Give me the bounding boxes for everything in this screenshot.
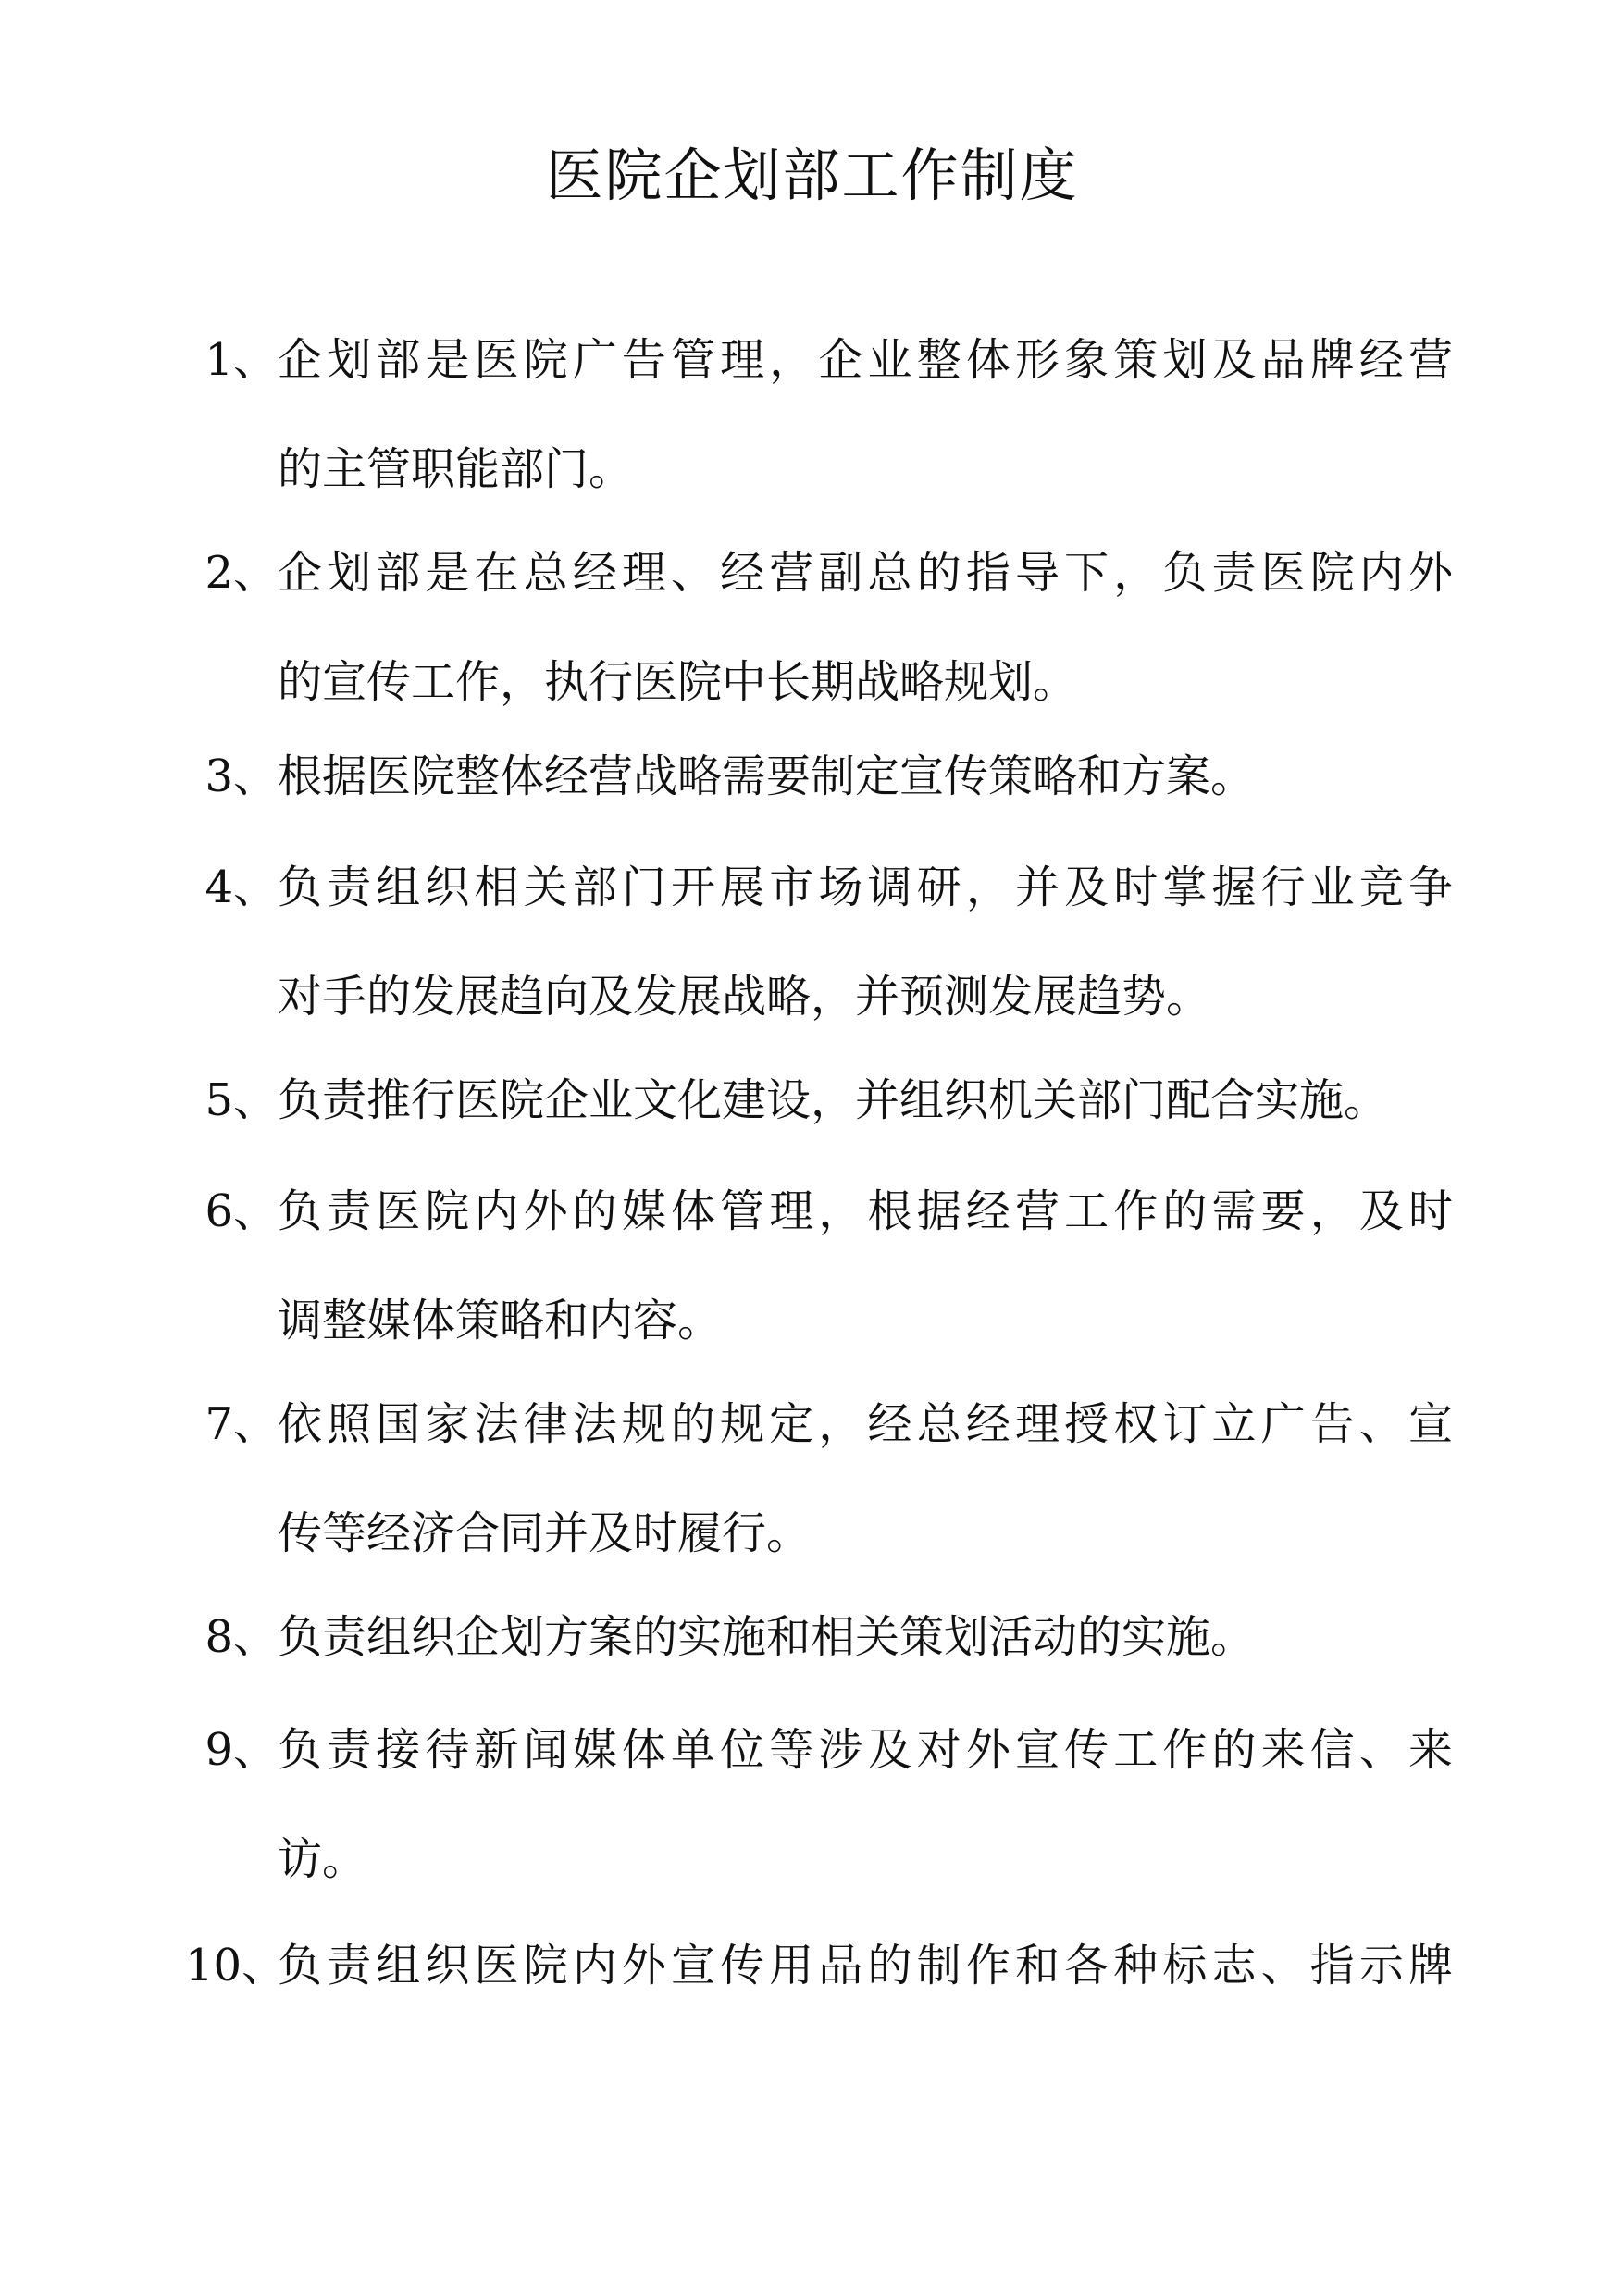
item-text-line: 负责组织医院内外宣传用品的制作和各种标志、指示牌 xyxy=(278,1940,1453,1991)
list-item xyxy=(185,722,1453,831)
item-text-continuation: 的宣传工作，执行医院中长期战略规划。 xyxy=(278,656,1078,708)
list-item xyxy=(185,1046,1453,1155)
item-text-continuation: 对手的发展趋向及发展战略，并预测发展趋势。 xyxy=(278,971,1211,1023)
list-item xyxy=(185,1157,1453,1375)
item-text-continuation: 访。 xyxy=(278,1833,367,1885)
item-number: 9、 xyxy=(205,1724,278,1776)
item-text-line: 负责医院内外的媒体管理，根据经营工作的需要，及时 xyxy=(278,1185,1453,1237)
item-text-line: 负责组织企划方案的实施和相关策划活动的实施。 xyxy=(278,1611,1256,1663)
item-text-line: 根据医院整体经营战略需要制定宣传策略和方案。 xyxy=(278,751,1256,802)
list-item xyxy=(185,1911,1453,2020)
item-text-line: 企划部是医院广告管理，企业整体形象策划及品牌经营 xyxy=(278,334,1453,386)
list-item xyxy=(185,305,1453,524)
document-title: 医院企划部工作制度 xyxy=(545,142,1079,209)
item-text-line: 企划部是在总经理、经营副总的指导下，负责医院内外 xyxy=(278,547,1453,599)
list-item xyxy=(185,1370,1453,1588)
item-number: 1、 xyxy=(205,334,278,386)
item-text-continuation: 的主管职能部门。 xyxy=(278,443,634,495)
item-number: 10、 xyxy=(185,1940,287,1991)
item-number: 3、 xyxy=(205,751,278,802)
item-number: 5、 xyxy=(205,1074,278,1126)
item-text-line: 负责推行医院企业文化建设，并组织机关部门配合实施。 xyxy=(278,1074,1389,1126)
list-item xyxy=(185,1695,1453,1914)
item-number: 6、 xyxy=(205,1185,278,1237)
item-text-line: 依照国家法律法规的规定，经总经理授权订立广告、宣 xyxy=(278,1398,1453,1450)
item-number: 4、 xyxy=(205,862,278,913)
item-number: 8、 xyxy=(205,1611,278,1663)
item-text-line: 负责接待新闻媒体单位等涉及对外宣传工作的来信、来 xyxy=(278,1724,1453,1776)
list-item xyxy=(185,833,1453,1051)
list-item xyxy=(185,518,1453,737)
item-number: 7、 xyxy=(205,1398,278,1450)
item-text-continuation: 调整媒体策略和内容。 xyxy=(278,1295,723,1346)
item-number: 2、 xyxy=(205,547,278,599)
item-text-continuation: 传等经济合同并及时履行。 xyxy=(278,1507,812,1559)
item-text-line: 负责组织相关部门开展市场调研，并及时掌握行业竞争 xyxy=(278,862,1453,913)
list-item xyxy=(185,1582,1453,1692)
